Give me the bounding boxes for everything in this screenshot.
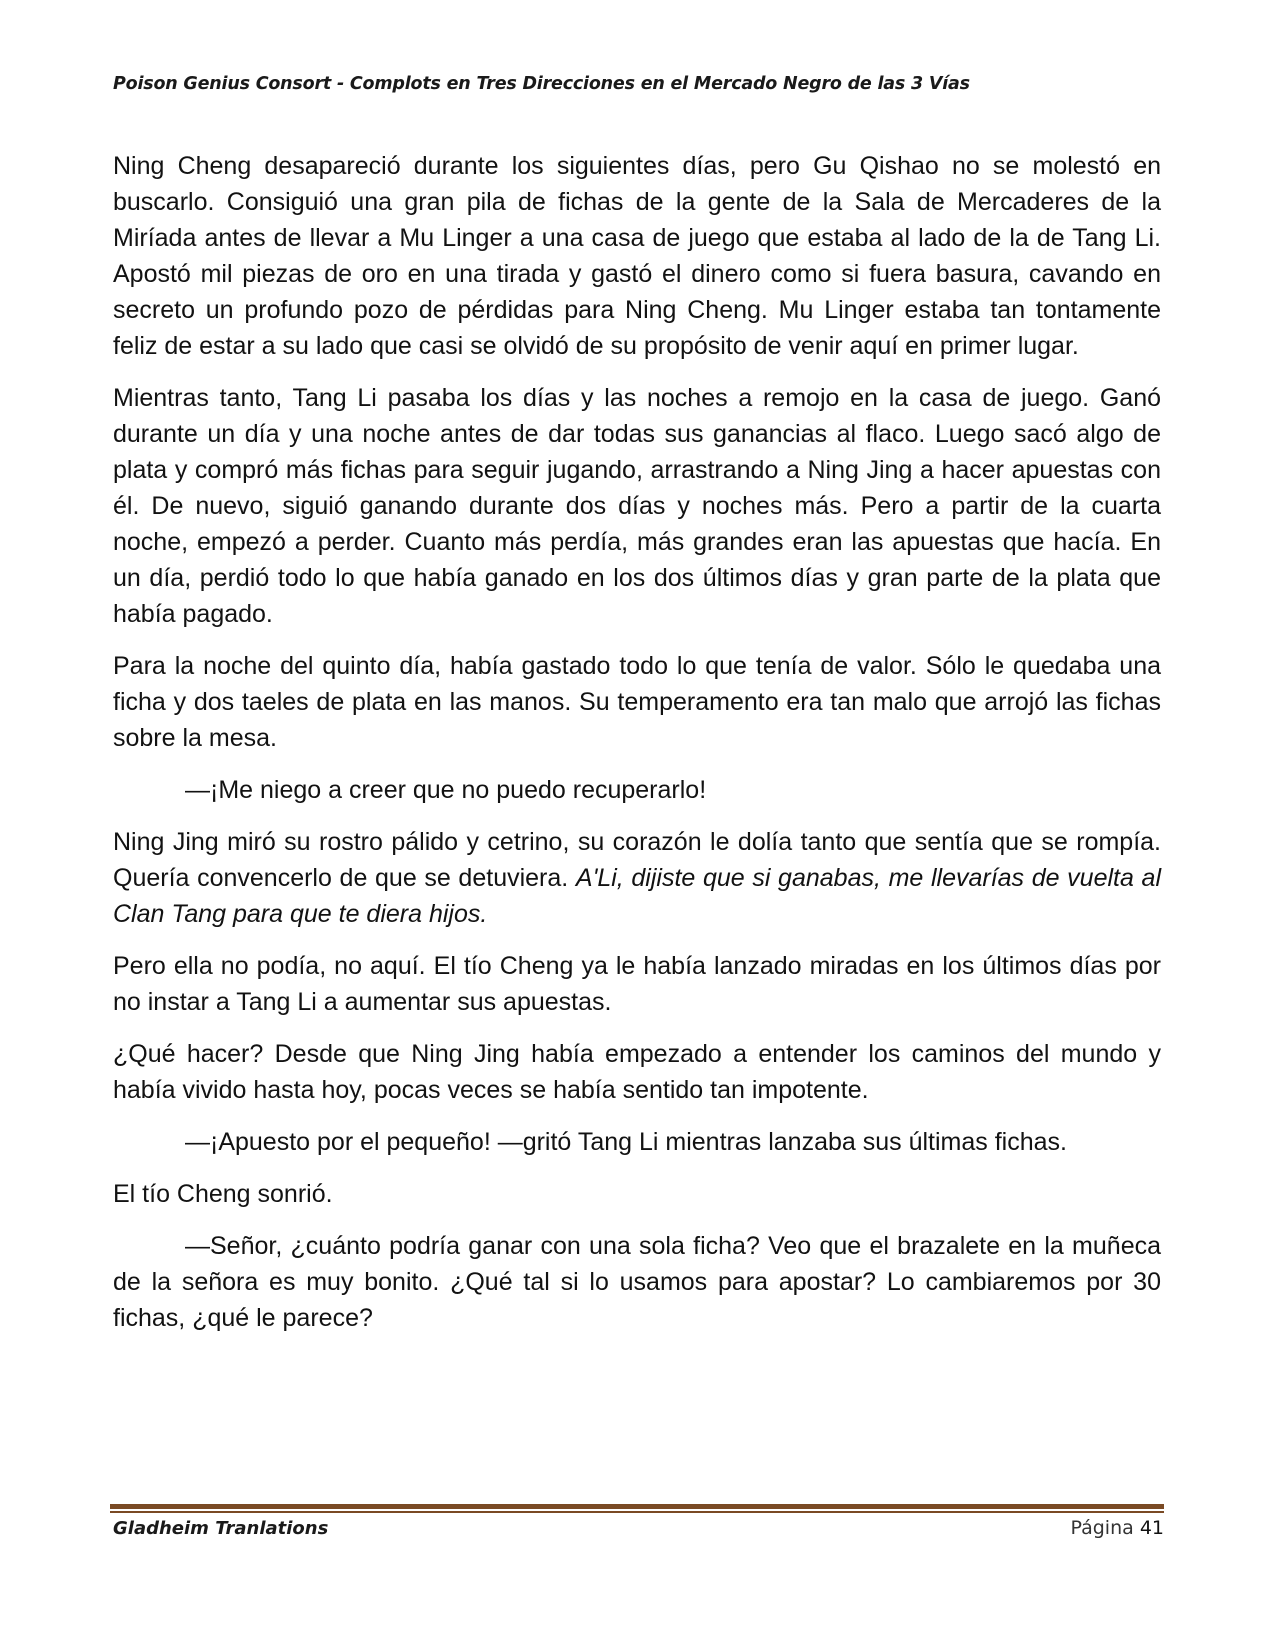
footer-rule-thin [110,1511,1164,1513]
paragraph-7: ¿Qué hacer? Desde que Ning Jing había empezado a entender los caminos del mundo y había vivido hasta hoy, pocas veces se había sentido tan impotente. [113,1040,1161,1104]
paragraph-5 [113,824,1161,932]
paragraph-9: El tío Cheng sonrió. [113,1180,333,1208]
page-label: Página [1070,1517,1134,1539]
paragraph-6: Pero ella no podía, no aquí. El tío Cheng ya le había lanzado miradas en los últimos días por no instar a Tang Li a aumentar sus apuestas. [113,952,1161,1016]
footer-page [1070,1517,1164,1539]
paragraph-5-text: Ning Jing miró su rostro pálido y cetrino, su corazón le dolía tanto que sentía que se rompía. Quería convencerlo de que se detuviera. [113,828,1161,892]
page-number: 41 [1139,1517,1164,1539]
paragraph-2: Mientras tanto, Tang Li pasaba los días y las noches a remojo en la casa de juego. Ganó durante un día y una noche antes de dar todas sus ganancias al flaco. Luego sacó algo de plata y compró más fichas para seguir jugando, arrastrando a Ning Jing a hacer apuestas con él. De nuevo, siguió ganando durante dos días y noches más. Pero a partir de la cuarta noche, empezó a perder. Cuanto más perdía, más grandes eran las apuestas que hacía. En un día, perdió todo lo que había ganado en los dos últimos días y gran parte de la plata que había pagado. [113,384,1161,628]
paragraph-3: Para la noche del quinto día, había gastado todo lo que tenía de valor. Sólo le quedaba una ficha y dos taeles de plata en las manos. Su temperamento era tan malo que arrojó las fichas sobre la mesa. [113,652,1161,752]
paragraph-1: Ning Cheng desapareció durante los siguientes días, pero Gu Qishao no se molestó en buscarlo. Consiguió una gran pila de fichas de la gente de la Sala de Mercaderes de la Miríada antes de llevar a Mu Linger a una casa de juego que estaba al lado de la de Tang Li. Apostó mil piezas de oro en una tirada y gastó el dinero como si fuera basura, cavando en secreto un profundo pozo de pérdidas para Ning Cheng. Mu Linger estaba tan tontamente feliz de estar a su lado que casi se olvidó de su propósito de venir aquí en primer lugar. [113,152,1161,360]
footer-publisher: Gladheim Tranlations [113,1518,329,1539]
page-body [113,148,1161,1352]
dialogue-2: —¡Apuesto por el pequeño! —gritó Tang Li mientras lanzaba sus últimas fichas. [185,1128,1067,1156]
footer-rule-thick [110,1504,1164,1509]
paragraph-5-thought: A'Li, dijiste que si ganabas, me llevarías de vuelta al Clan Tang para que te diera hijos. [113,864,1161,928]
dialogue-3: —Señor, ¿cuánto podría ganar con una sola ficha? Veo que el brazalete en la muñeca de la señora es muy bonito. ¿Qué tal si lo usamos para apostar? Lo cambiaremos por 30 fichas, ¿qué le parece? [113,1232,1161,1332]
running-header: Poison Genius Consort - Complots en Tres Direcciones en el Mercado Negro de las 3 Vías [113,74,970,94]
dialogue-1: —¡Me niego a creer que no puedo recuperarlo! [185,776,707,804]
